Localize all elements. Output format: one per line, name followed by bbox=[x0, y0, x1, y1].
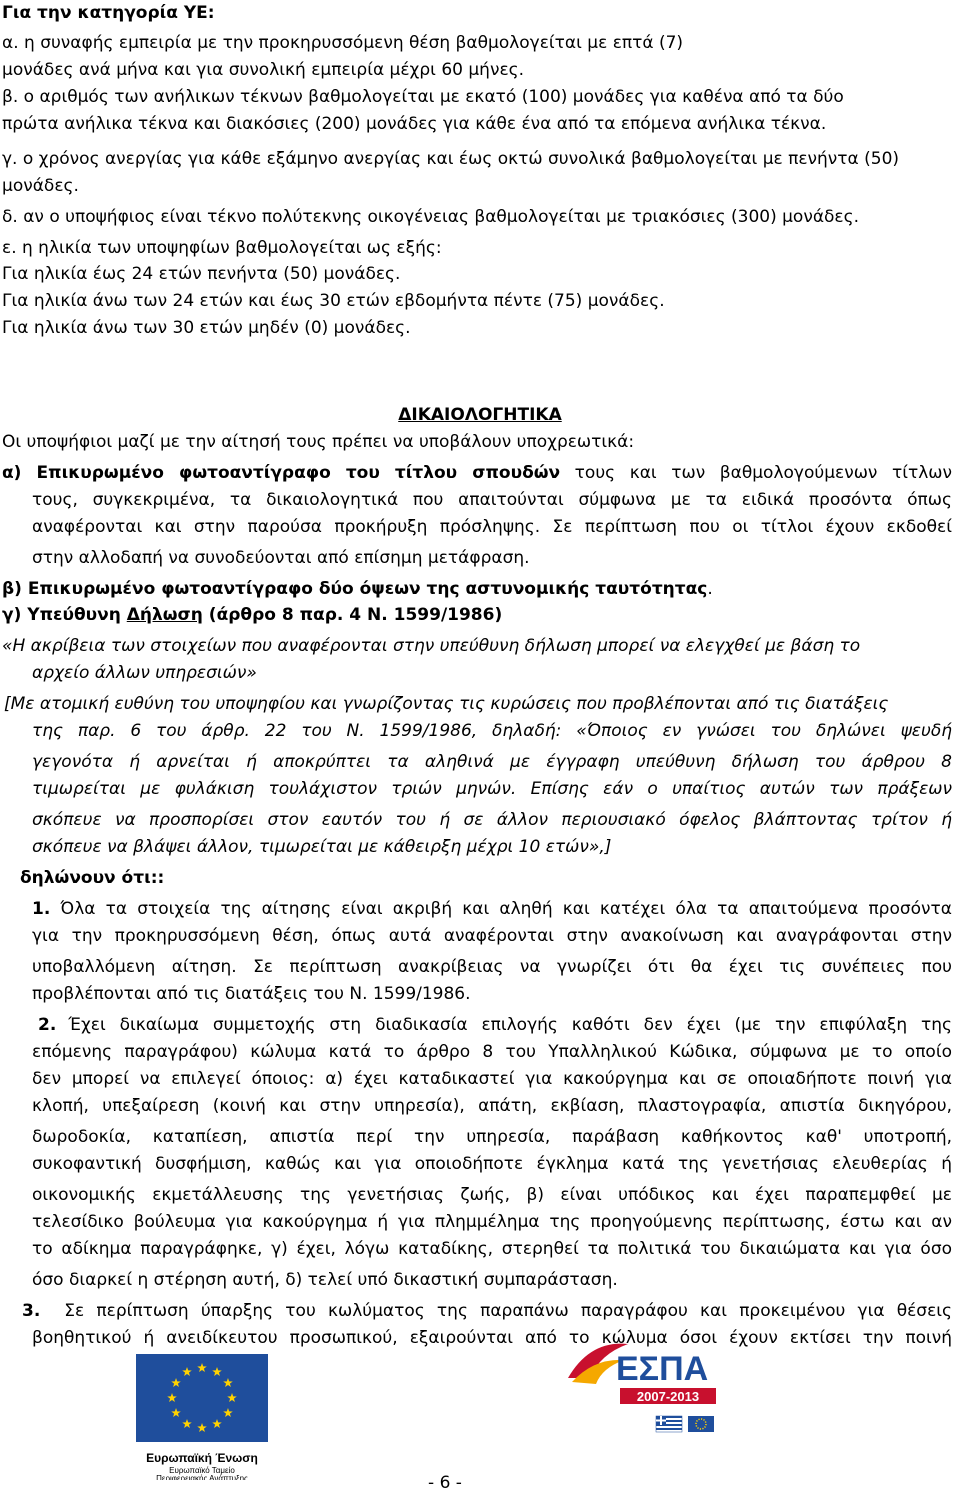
p2-line5: δωροδοκία, καταπίεση, απιστία περί την υπηρεσία, παράβαση καθήκοντος καθ' υποτροπή, bbox=[32, 1127, 952, 1147]
docs-note-line6: σκόπευε να βλάψει άλλον, τιμωρείται με κάθειρξη μέχρι 10 ετών»,] bbox=[32, 837, 612, 857]
p2-line6: συκοφαντική δυσφήμιση, καθώς και για οποιοδήποτε έγκλημα κατά της γενετήσιας ελευθερίας ή bbox=[32, 1154, 952, 1174]
p3-line1-text: Σε περίπτωση ύπαρξης του κωλύματος της παραπάνω παραγράφου και προκειμένου για θέσεις bbox=[64, 1301, 952, 1321]
docs-b-bold: β) Επικυρωμένο φωτοαντίγραφο δύο όψεων της αστυνομικής ταυτότητας bbox=[2, 579, 708, 599]
item-d: δ. αν ο υποψήφιος είναι τέκνο πολύτεκνης οικογένειας βαθμολογείται με τριακόσιες (300) μονάδες. bbox=[2, 207, 859, 227]
docs-note-line2: της παρ. 6 του άρθρ. 22 του Ν. 1599/1986, δηλαδή: «Όποιος εν γνώσει του δηλώνει ψευδή bbox=[32, 721, 952, 741]
docs-b-line bbox=[2, 578, 713, 600]
docs-a-bold: α) Επικυρωμένο φωτοαντίγραφο του τίτλου σπουδών bbox=[2, 463, 561, 483]
docs-note-line3: γεγονότα ή αρνείται ή αποκρύπτει τα αληθινά με έγγραφη υπεύθυνη δήλωση του άρθρου 8 bbox=[32, 752, 952, 772]
docs-a-line1 bbox=[2, 462, 952, 484]
page-number: - 6 - bbox=[428, 1473, 462, 1493]
p2-line10: όσο διαρκεί η στέρηση αυτή, δ) τελεί υπό δικαστική συμπαράσταση. bbox=[32, 1270, 618, 1290]
p3-line2: βοηθητικού ή ανειδίκευτου προσωπικού, εξαιρούνται από το κώλυμα όσοι έχουν εκτίσει την ποινή bbox=[32, 1328, 952, 1348]
espa-logo-mark bbox=[560, 1338, 730, 1438]
p2-line7: οικονομικής εκμετάλλευσης της γενετήσιας ζωής, β) είναι υπόδικος και έχει παραπεμφθεί με bbox=[32, 1185, 952, 1205]
item-a-line1: α. η συναφής εμπειρία με την προκηρυσσόμενη θέση βαθμολογείται με επτά (7) bbox=[2, 33, 684, 53]
p2-line8: τελεσίδικο βούλευμα για κακούργημα ή για πλημμέλημα της προηγούμενης περίπτωσης, έστω και αν bbox=[32, 1212, 952, 1232]
p1-line2: για την προκηρυσσόμενη θέση, όπως αυτά αναφέρονται στην ανακοίνωση και αναγράφονται στην bbox=[32, 926, 952, 946]
p2-line9: το αδίκημα παραγράφηκε, γ) έχει, λόγω καταδίκης, στερηθεί τα πολιτικά του δικαιώματα και για όσο bbox=[32, 1239, 952, 1259]
docs-quote-line2: αρχείο άλλων υπηρεσιών» bbox=[32, 663, 257, 683]
docs-a-rest: τους και των βαθμολογούμενων τίτλων bbox=[560, 463, 953, 483]
docs-a-line3: αναφέρονται και στην παρούσα προκήρυξη πρόσληψης. Σε περίπτωση που οι τίτλοι έχουν εκδοθεί bbox=[32, 517, 952, 537]
p2-line1 bbox=[32, 1014, 952, 1036]
espa-title: ΕΣΠΑ bbox=[616, 1350, 709, 1388]
item-b-line1: β. ο αριθμός των ανήλικων τέκνων βαθμολογείται με εκατό (100) μονάδες για καθένα από τα δύο bbox=[2, 87, 844, 107]
docs-c-line bbox=[2, 604, 502, 626]
docs-intro: Οι υποψήφιοι μαζί με την αίτησή τους πρέπει να υποβάλουν υποχρεωτικά: bbox=[2, 432, 635, 452]
eu-sub1: Ευρωπαϊκό Ταμείο bbox=[169, 1466, 235, 1475]
p1-line1-text: Όλα τα στοιχεία της αίτησης είναι ακριβή και αληθή και κατέχει όλα τα απαιτούμενα προσόντα bbox=[50, 899, 952, 919]
docs-c-underlined: Δήλωση bbox=[126, 605, 203, 625]
item-c-line1: γ. ο χρόνος ανεργίας για κάθε εξάμηνο ανεργίας και έως οκτώ συνολικά βαθμολογείται με πενήντα (50) bbox=[2, 149, 900, 169]
p1-line4: προβλέπονται από τις διατάξεις του Ν. 1599/1986. bbox=[32, 984, 471, 1004]
docs-title: ΔΙΚΑΙΟΛΟΓΗΤΙΚΑ bbox=[398, 405, 562, 425]
item-b-line2: πρώτα ανήλικα τέκνα και διακόσιες (200) μονάδες για κάθε ένα από τα επόμενα ανήλικα τέκνα. bbox=[2, 114, 827, 134]
docs-quote-line1: «Η ακρίβεια των στοιχείων που αναφέρονται στην υπεύθυνη δήλωση μπορεί να ελεγχθεί με βάση το bbox=[2, 636, 861, 656]
p1-number: 1. bbox=[32, 899, 51, 919]
docs-note-line1: [Με ατομική ευθύνη του υποψηφίου και γνωρίζοντας τις κυρώσεις που προβλέπονται από τις διατάξεις bbox=[4, 694, 889, 714]
p3-line1 bbox=[22, 1300, 952, 1322]
p2-line3: δεν μπορεί να επιλεγεί όποιος: α) έχει καταδικαστεί για κακούργημα και σε οποιαδήποτε ποινή για bbox=[32, 1069, 952, 1089]
declare-text: δηλώνουν ότι: bbox=[20, 868, 158, 888]
eu-sub2: Περιφερειακής Ανάπτυξης bbox=[156, 1474, 248, 1480]
declare-heading bbox=[20, 867, 164, 889]
item-e-line3: Για ηλικία άνω των 24 ετών και έως 30 ετών εβδομήντα πέντε (75) μονάδες. bbox=[2, 291, 665, 311]
docs-note-line5: σκόπευε να προσπορίσει στον εαυτόν του ή σε άλλον περιουσιακό όφελος βλάπτοντας τρίτον ή bbox=[32, 810, 952, 830]
docs-note-line4: τιμωρείται με φυλάκιση τουλάχιστον τριών μηνών. Επίσης εάν ο υπαίτιος αυτών των πράξεων bbox=[32, 779, 952, 799]
item-e-line2: Για ηλικία έως 24 ετών πενήντα (50) μονάδες. bbox=[2, 264, 401, 284]
p2-line4: κλοπή, υπεξαίρεση (κοινή και στην υπηρεσία), απάτη, εκβίαση, πλαστογραφία, απιστία δικηγόρου, bbox=[32, 1096, 952, 1116]
item-c-line2: μονάδες. bbox=[2, 176, 79, 196]
p1-line3: υποβαλλόμενη αίτηση. Σε περίπτωση ανακρίβειας να γνωρίζει ότι θα έχει τις συνέπειες που bbox=[32, 957, 952, 977]
p2-number: 2. bbox=[38, 1015, 57, 1035]
declare-tail: : bbox=[157, 868, 165, 888]
item-e-line4: Για ηλικία άνω των 30 ετών μηδέν (0) μονάδες. bbox=[2, 318, 411, 338]
p2-line1-text: Έχει δικαίωμα συμμετοχής στη διαδικασία επιλογής καθότι δεν έχει (με την επιφύλαξη της bbox=[68, 1015, 952, 1035]
item-e-line1: ε. η ηλικία των υποψηφίων βαθμολογείται ως εξής: bbox=[2, 238, 442, 258]
category-heading: Για την κατηγορία ΥΕ: bbox=[2, 3, 215, 23]
eu-logo bbox=[118, 1340, 318, 1480]
greek-flag-icon bbox=[656, 1416, 682, 1432]
eu-flag-icon bbox=[118, 1340, 318, 1480]
espa-years: 2007-2013 bbox=[636, 1389, 700, 1404]
docs-a-line4: στην αλλοδαπή να συνοδεύονται από επίσημη μετάφραση. bbox=[32, 548, 530, 568]
p2-line2: επόμενης παραγράφου) κώλυμα κατά το άρθρο 8 του Υπαλληλικού Κώδικα, σύμφωνα με το οποίο bbox=[32, 1042, 952, 1062]
docs-c-post: (άρθρο 8 παρ. 4 Ν. 1599/1986) bbox=[202, 605, 503, 625]
espa-logo bbox=[560, 1338, 730, 1438]
docs-c-pre: γ) Υπεύθυνη bbox=[2, 605, 127, 625]
p1-line1 bbox=[32, 898, 952, 920]
p3-number: 3. bbox=[22, 1301, 41, 1321]
eu-small-flag-icon bbox=[688, 1416, 714, 1432]
docs-b-end: . bbox=[707, 579, 713, 599]
item-a-line2: μονάδες ανά μήνα και για συνολική εμπειρία μέχρι 60 μήνες. bbox=[2, 60, 525, 80]
docs-a-line2: τους, συγκεκριμένα, τα δικαιολογητικά που απαιτούνται σύμφωνα με τα ειδικά προσόντα όπως bbox=[32, 490, 952, 510]
eu-label: Ευρωπαϊκή Ένωση bbox=[146, 1451, 258, 1465]
